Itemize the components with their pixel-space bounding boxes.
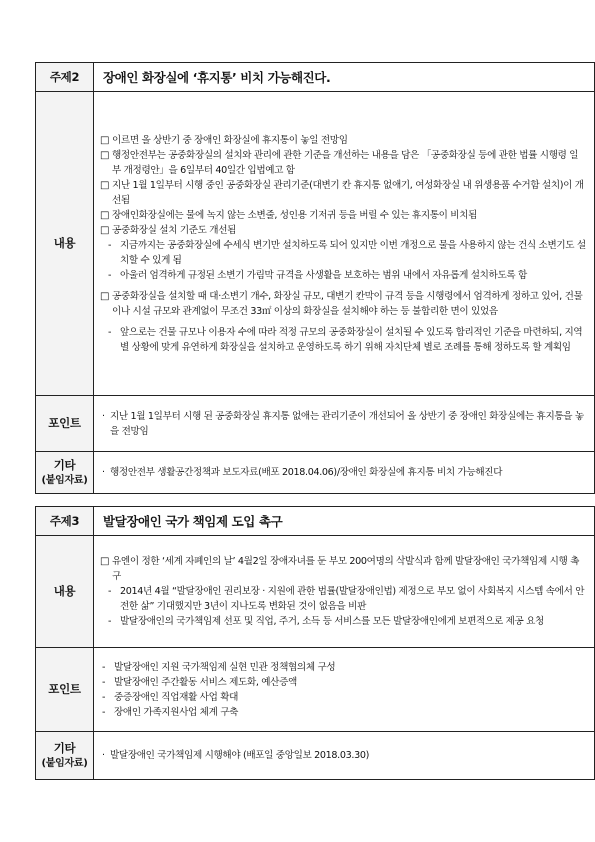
sub-item [100,584,586,614]
sub-item [100,268,586,283]
item-text: 아울러 엄격하게 규정된 소변기 가림막 규격을 사생활을 보호하는 범위 내에서 자유롭게 설치하도록 함 [120,269,527,281]
sub-item [100,465,586,480]
item-text: 공중화장실 설치 기준도 개선됨 [112,224,237,236]
bullet-mark: - [102,691,106,703]
bullet-mark: - [108,326,112,338]
item-text: 행정안전부 생활공간정책과 보도자료(배포 2018.04.06)/장애인 화장실에 휴지통 비치 가능해진다 [110,467,503,478]
bullet-item [100,178,586,208]
item-text: 이르면 올 상반기 중 장애인 화장실에 휴지통이 놓일 전망임 [112,134,348,146]
topic2-table [35,62,595,494]
item-text: 발달장애인 주간활동 서비스 제도화, 예산증액 [114,676,297,688]
topic3-point-label: 포인트 [36,648,94,732]
topic3-etc-label [36,732,94,780]
item-text: 지난 1월 1일부터 시행 중인 공중화장실 관리기준(대변기 칸 휴지통 없애기, 여성화장실 내 위생용품 수거함 설치)이 개선됨 [112,179,584,206]
topic2-label: 주제2 [36,63,94,92]
topic3-table [35,506,595,780]
sub-item [100,690,586,705]
item-text: 앞으로는 건물 규모나 이용자 수에 따라 적정 규모의 공중화장실이 설치될 수 있도록 합리적인 기준을 마련하되, 지역별 상황에 맞게 유연하게 화장실을 설치하고 운영하도록 하기 위해 자치단체 별로 조례를 통해 정하도록 할 계획임 [120,326,583,353]
bullet-item [100,148,586,178]
bullet-mark: - [102,676,106,688]
topic3-title: 발달장애인 국가 책임제 도입 촉구 [94,507,595,536]
bullet-item [100,554,586,584]
item-text: 발달장애인 국가책임제 시행해야 (배포일 중앙일보 2018.03.30) [110,750,369,761]
sub-item [100,748,586,763]
sub-item [100,325,586,355]
bullet-item [100,133,586,148]
topic3-etc [94,732,595,780]
item-text: 공중화장실을 설치할 때 대·소변기 개수, 화장실 규모, 대변기 칸막이 규격 등을 시행령에서 엄격하게 정하고 있어, 건물이나 시설 규모와 관계없이 무조건 33㎡ 이상의 화장실을 설치해야 하는 등 불합리한 면이 있었음 [112,290,583,317]
topic2-etc-subtitle: (붙임자료) [41,474,88,486]
bullet-mark: - [108,239,112,251]
bullet-item [100,208,586,223]
item-text: 발달장애인의 국가책임제 선포 및 직업, 주거, 소득 등 서비스를 모든 발달장애인에게 보편적으로 제공 요청 [120,616,544,627]
bullet-mark: - [108,586,112,597]
topic2-title: 장애인 화장실에 ‘휴지통’ 비치 가능해진다. [94,63,595,92]
bullet-item [100,289,586,319]
topic2-etc [94,452,595,494]
topic2-content-label: 내용 [36,92,94,396]
sub-item [100,705,586,720]
topic3-label: 주제3 [36,507,94,536]
item-text: 행정안전부는 공중화장실의 설치와 관리에 관한 기준을 개선하는 내용을 담은 「공중화장실 등에 관한 법률 시행령 일부 개정령안」을 6일부터 40일간 입법예고 함 [112,149,579,176]
item-text: 장애인 가족지원사업 체계 구축 [114,706,239,718]
topic3-etc-subtitle: (붙임자료) [41,757,88,769]
item-text: 장애인화장실에는 물에 녹지 않는 소변줄, 성인용 기저귀 등을 버릴 수 있는 휴지통이 비치됨 [112,209,478,221]
topic3-content [94,536,595,648]
bullet-mark: - [108,269,112,281]
sub-item [100,614,586,629]
item-text: 지금까지는 공중화장실에 수세식 변기만 설치하도록 되어 있지만 이번 개정으로 물을 사용하지 않는 건식 소변기도 설치할 수 있게 됨 [120,239,586,266]
sub-item [100,660,586,675]
bullet-mark: · [102,410,105,422]
item-text: 발달장애인 지원 국가책임제 실현 민관 정책협의체 구성 [114,661,336,673]
sub-item [100,675,586,690]
sub-item [100,238,586,268]
item-text: 중증장애인 직업재활 사업 확대 [114,691,239,703]
topic2-etc-title: 기타 [53,457,76,472]
bullet-item [100,223,586,238]
topic2-etc-label [36,452,94,494]
topic2-content [94,92,595,396]
item-text: 지난 1월 1일부터 시행 된 공중화장실 휴지통 없애는 관리기준이 개선되어 올 상반기 중 장애인 화장실에는 휴지통을 놓을 전망임 [110,410,584,437]
item-text: 2014년 4월 “발달장애인 권리보장 · 지원에 관한 법률(발달장애인법) 제정으로 부모 없이 사회복지 시스템 속에서 안전한 삶” 기대했지만 3년이 지나도록 변화된 것이 없음을 비판 [120,586,585,612]
topic2-point-label: 포인트 [36,396,94,452]
item-text: 유엔이 정한 ‘세계 자폐인의 날’ 4월2일 장애자녀를 둔 부모 200여명의 삭발식과 함께 발달장애인 국가책임제 시행 촉구 [112,556,580,582]
bullet-mark: · [102,467,105,478]
topic2-point [94,396,595,452]
topic3-point [94,648,595,732]
bullet-mark: - [102,661,106,673]
sub-item [100,409,586,439]
topic3-etc-title: 기타 [53,740,76,755]
bullet-mark: · [102,750,105,761]
bullet-mark: - [108,616,112,627]
bullet-mark: - [102,706,106,718]
topic3-content-label: 내용 [36,536,94,648]
